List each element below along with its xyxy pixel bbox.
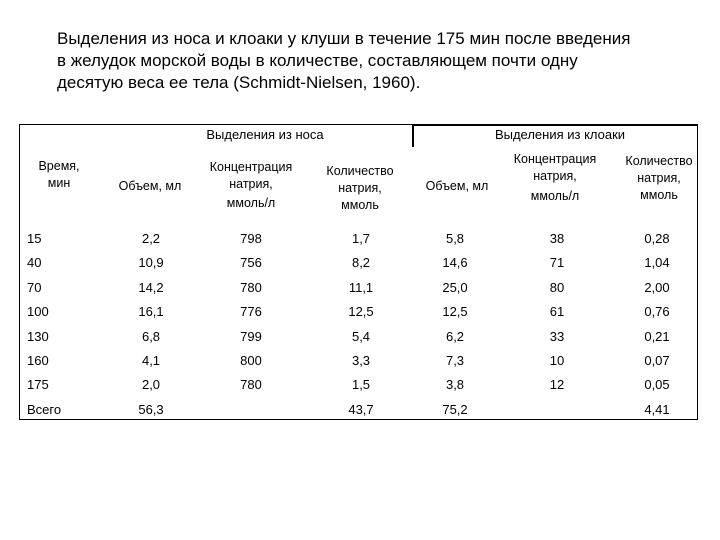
table-cell: 4,41	[644, 401, 670, 417]
table-cell: 3,3	[351, 353, 371, 368]
header-line: натрия,	[533, 169, 577, 183]
group-separator	[412, 124, 414, 147]
table-cell: 1,5	[351, 377, 371, 393]
header-line: Концентрация	[209, 160, 293, 174]
caption-line: Выделения из носа и клоаки у клуши в течение 175 мин после введения	[57, 29, 631, 48]
table-cell: 5,4	[351, 328, 371, 344]
nose-group-rule	[19, 124, 412, 125]
table-cell: 6,2	[445, 328, 465, 344]
table-cell: 776	[240, 304, 262, 320]
header-line: мин	[47, 176, 71, 190]
header-line: ммоль	[341, 198, 379, 212]
caption-line: в желудок морской воды в количестве, составляющем почти одну	[57, 51, 578, 70]
header-line: Концентрация	[513, 152, 597, 166]
header-line: Количество	[625, 154, 693, 168]
header-line: ммоль	[640, 188, 678, 202]
table-cell: 175	[27, 377, 49, 393]
table-cell: 5,8	[445, 231, 465, 246]
table-cell: 780	[240, 279, 262, 295]
table-cell: Всего	[27, 401, 62, 417]
table-row	[0, 253, 720, 273]
header-line: Количество	[326, 164, 394, 178]
table-cell: 12,5	[348, 304, 374, 320]
table-cell: 756	[240, 255, 262, 271]
table-cell: 12,5	[442, 304, 468, 320]
table-cell: 0,28	[644, 231, 670, 246]
header-time	[24, 158, 94, 192]
header-line: ммоль/л	[226, 196, 276, 210]
header-volume-cloaca: Объем, мл	[425, 179, 489, 193]
cloaca-group-rule	[412, 124, 698, 126]
table-cell: 2,00	[644, 279, 670, 295]
header-conc-cloaca	[500, 151, 610, 205]
table-cell: 0,07	[644, 353, 670, 368]
table-cell: 40	[27, 255, 42, 271]
table-cell: 800	[240, 353, 262, 368]
header-line: натрия,	[229, 177, 273, 191]
table-cell: 0,05	[644, 377, 670, 393]
table-cell: 7,3	[445, 353, 465, 368]
table-row	[0, 351, 720, 371]
table-cell: 33	[549, 328, 565, 344]
group-header-nose: Выделения из носа	[206, 127, 324, 142]
table-cell: 43,7	[348, 401, 374, 417]
table-cell: 0,21	[644, 328, 670, 344]
header-amount-cloaca	[612, 153, 706, 204]
header-volume-nose: Объем, мл	[118, 179, 182, 193]
table-cell: 80	[549, 279, 565, 295]
header-conc-nose	[196, 159, 306, 212]
table-cell: 56,3	[138, 401, 164, 417]
table-cell: 14,6	[442, 255, 468, 271]
table-cell: 160	[27, 353, 49, 368]
table-cell: 71	[549, 255, 565, 271]
header-line: натрия,	[637, 171, 681, 185]
table-cell: 4,1	[141, 353, 161, 368]
table-cell: 1,04	[644, 255, 670, 271]
header-line: Время,	[38, 159, 80, 173]
table-row	[0, 400, 720, 420]
table-cell: 0,76	[644, 304, 670, 320]
table-cell: 1,7	[351, 231, 371, 246]
table-row	[0, 302, 720, 322]
table-cell: 2,2	[141, 231, 161, 246]
header-line: натрия,	[338, 181, 382, 195]
table-cell: 70	[27, 279, 42, 295]
header-line: ммоль/л	[530, 189, 580, 203]
group-header-cloaca: Выделения из клоаки	[494, 127, 626, 142]
table-cell: 130	[27, 328, 49, 344]
table-cell: 3,8	[445, 377, 465, 393]
table-cell: 25,0	[442, 279, 468, 295]
header-amount-nose	[310, 163, 410, 214]
table-cell: 38	[549, 231, 565, 246]
table-cell: 799	[240, 328, 262, 344]
table-cell: 10	[549, 353, 565, 368]
table-cell: 15	[27, 231, 42, 246]
table-cell: 2,0	[141, 377, 161, 393]
table-cell: 14,2	[138, 279, 164, 295]
table-row	[0, 278, 720, 298]
table-row	[0, 375, 720, 395]
table-row	[0, 229, 720, 249]
table-cell: 798	[240, 231, 262, 246]
table-row	[0, 327, 720, 347]
table-cell: 61	[549, 304, 565, 320]
table-cell: 11,1	[348, 279, 374, 295]
table-cell: 16,1	[138, 304, 164, 320]
caption-line: десятую веса ее тела (Schmidt-Nielsen, 1960).	[57, 73, 421, 92]
table-cell: 75,2	[442, 401, 468, 417]
table-cell: 100	[27, 304, 49, 320]
table-cell: 8,2	[351, 255, 371, 271]
table-cell: 12	[549, 377, 565, 393]
table-cell: 10,9	[138, 255, 164, 271]
table-cell: 6,8	[141, 328, 161, 344]
table-cell: 780	[240, 377, 262, 393]
